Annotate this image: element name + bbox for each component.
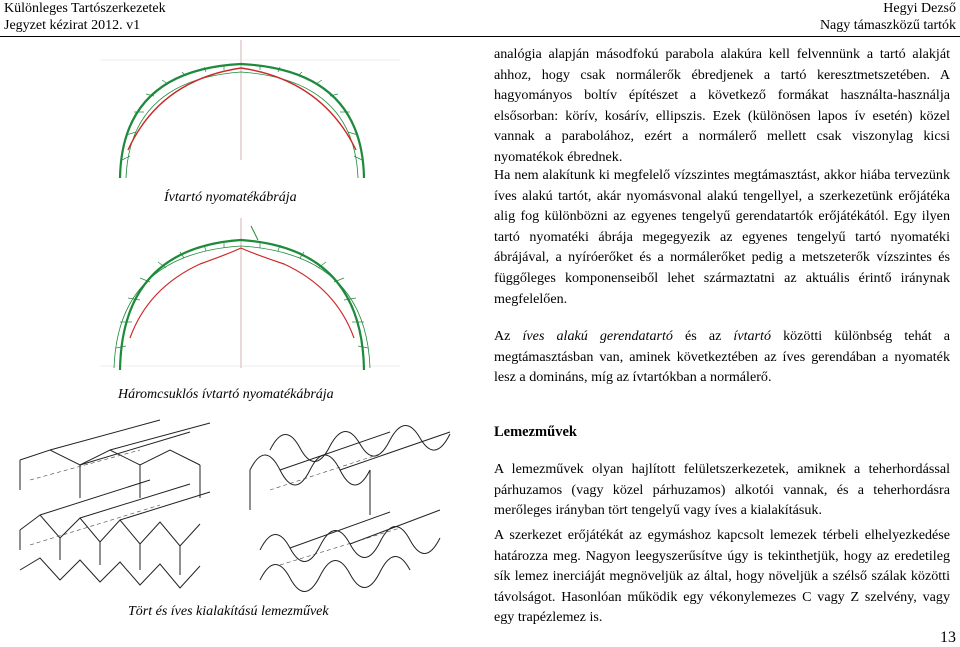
section-heading-plates: Lemezművek bbox=[494, 424, 577, 440]
term-curved-beam: íves alakú gerendatartó bbox=[522, 328, 673, 344]
folded-plate-figure bbox=[10, 420, 210, 600]
header-course-title: Különleges Tartószerkezetek bbox=[4, 1, 166, 16]
caption-plate-structures: Tört és íves kialakítású lemezművek bbox=[128, 604, 329, 619]
paragraph-plate-behavior: A szerkezet erőjátékát az egymáshoz kapcsolt lemezek térbeli elhelyezkedése határozza meg. Nagyon leegyszerűsítve úgy is tekinthetjük, hogy az eredetileg sík lemez inerciáját megnöveljük az által, hogy növeljük a szélső szálak közötti távolságot. Hasonlóan működik egy vékonylemezes C vagy Z szelvény, vagy egy trapézlemez is. bbox=[494, 527, 950, 626]
paragraph-horizontal-support: Ha nem alakítunk ki megfelelő vízszintes megtámasztást, akkor hiába tervezünk íves alakú tartót, akár nyomásvonal alakú tengellyel, a szerkezetünk erőjátéka alig fog különbözni az egyenes tengelyű gerendatartók erőjátékától. Egy ilyen tartó nyomatéki ábrája megegyezik az egyenes tengelyű tartó nyomatéki ábrájával, a nyíróerőket és a normálerőket pedig a metszeterők vízszintes és függőleges komponenseiből lehet származtatni az aktuális érintő iránynak megfelelően. bbox=[494, 167, 950, 307]
header-edition: Jegyzet kézirat 2012. v1 bbox=[4, 18, 141, 33]
arch-moment-diagram-figure bbox=[100, 40, 400, 180]
caption-arch-moment: Ívtartó nyomatékábrája bbox=[164, 190, 297, 205]
three-hinged-arch-figure bbox=[100, 218, 400, 378]
curved-plate-figure bbox=[240, 420, 460, 600]
paragraph-plate-definition: A lemezművek olyan hajlított felületszerkezetek, amiknek a teherhordással párhuzamos (vagy közel párhuzamos) alkotói vannak, és a teherhordásra merőleges irányban tört tengelyű vagy íves a kialakításuk. bbox=[494, 461, 950, 519]
page-number: 13 bbox=[940, 629, 956, 646]
paragraph-arch-vs-beam bbox=[494, 326, 950, 388]
header-author: Hegyi Dezső bbox=[883, 1, 956, 16]
caption-three-hinged-arch: Háromcsuklós ívtartó nyomatékábrája bbox=[118, 387, 334, 402]
header-chapter: Nagy támaszközű tartók bbox=[819, 18, 956, 33]
term-arch: ívtartó bbox=[733, 328, 771, 344]
paragraph-arch-shape: analógia alapján másodfokú parabola alakúra kell felvennünk a tartó alakját ahhoz, hogy csak normálerők ébredjenek a tartó keresztmetszetében. A hagyományos boltív építészet a következő formákat használta-használja elsősorban: körív, kosárív, ellipszis. Ezek (különösen lapos ív esetén) közel vannak a parabolához, ezért a normálerő mellett csak viszonylag kicsi nyomatékok ébrednek. bbox=[494, 46, 950, 165]
header-rule bbox=[0, 36, 960, 37]
text-segment: Az bbox=[494, 328, 523, 344]
text-segment: és az bbox=[672, 328, 734, 344]
text-segment: közötti különbség tehát a megtámasztásban van, aminek következtében az íves gerendában a nyomaték lesz a domináns, míg az ívtartókban a normálerő. bbox=[494, 328, 950, 386]
